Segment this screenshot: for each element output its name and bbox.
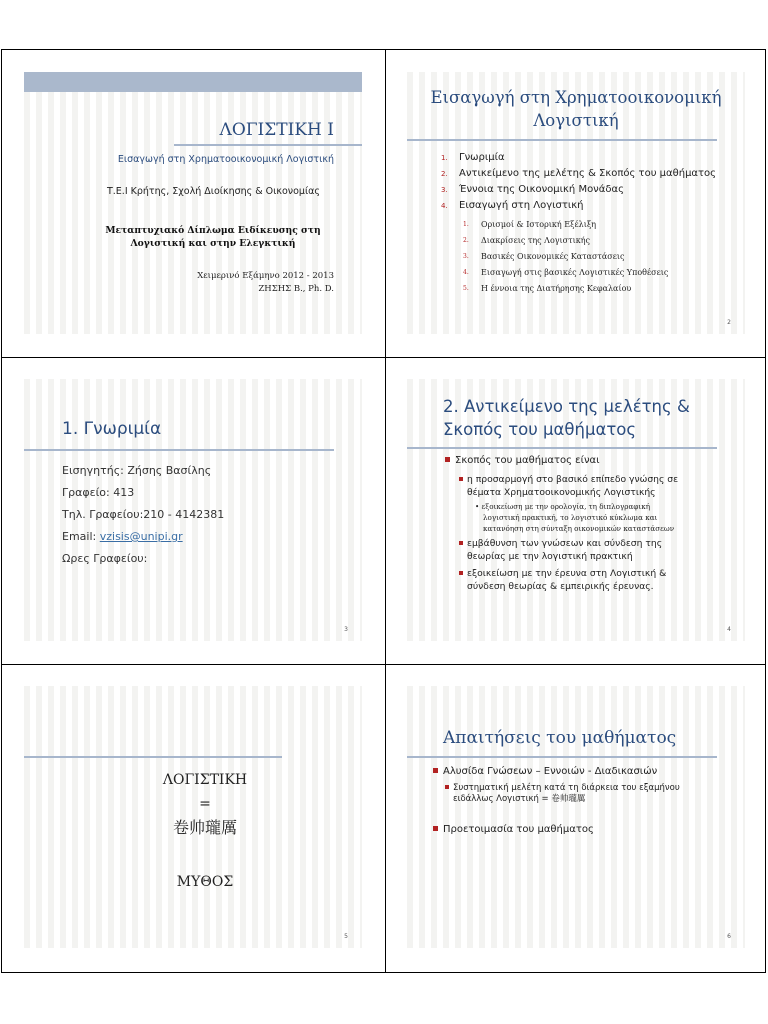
title-rule (24, 449, 334, 451)
slide-title-line-2: Σκοπός του μαθήματος (443, 420, 637, 439)
bullet-square-icon (459, 477, 463, 481)
program-title (24, 224, 362, 250)
bullet-main: Σκοπός του μαθήματος είναι (445, 455, 600, 466)
slide-1[interactable] (24, 72, 362, 334)
bullet-1-sub: Συστηματική μελέτη κατά τη διάρκεια του εξαμήνου ειδάλλως Λογιστική = 卷帅瓏厲 (445, 783, 680, 805)
bullet-sub-1: η προσαρμογή στο βασικό επίπεδο γνώσης σε θέματα Χρηματοοικονομικής Λογιστικής (459, 473, 678, 499)
bullet-square-icon (445, 457, 450, 462)
email-label: Email: (62, 530, 97, 543)
slide-title (443, 395, 690, 441)
bullet-sub-3: εξοικείωση με την έρευνα στη Λογιστική & σύνδεση θεωρίας & εμπειρικής έρευνας. (459, 567, 666, 593)
office: Γραφείο: 413 (62, 486, 135, 499)
bullet-square-icon (459, 571, 463, 575)
bullet-square-icon (445, 785, 449, 789)
program-line-1: Μεταπτυχιακό Δίπλωμα Ειδίκευσης στη (105, 225, 321, 236)
page-number: 4 (727, 626, 731, 633)
slide-cell-5 (2, 664, 384, 971)
slide-5[interactable] (24, 686, 362, 948)
semester: Χειμερινό Εξάμηνο 2012 - 2013 (197, 271, 334, 281)
contact-info (62, 460, 224, 570)
slide-4[interactable] (407, 379, 745, 641)
list-item[interactable]: 1. Γνωριμία (441, 152, 505, 163)
slide-title (407, 86, 745, 132)
title-rule (174, 144, 362, 146)
agenda-list (437, 150, 716, 214)
course-info (197, 270, 334, 296)
list-item[interactable]: 2. Διακρίσεις της Λογιστικής (463, 236, 590, 245)
slide-cell-2 (385, 50, 767, 357)
page-number: 5 (344, 933, 348, 940)
slide-title: Απαιτήσεις του μαθήματος (443, 728, 677, 748)
bullet-1: Αλυσίδα Γνώσεων – Εννοιών - Διαδικασιών (433, 766, 657, 777)
bullet-square-icon (433, 768, 438, 773)
content-line-4: ΜΥΘΟΣ (176, 874, 234, 890)
slide-6[interactable] (407, 686, 745, 948)
slide-cell-1 (2, 50, 384, 357)
list-item[interactable]: 3. Έννοια της Οικονομική Μονάδας (441, 184, 624, 195)
slide-cell-3 (2, 357, 384, 664)
list-item[interactable]: 3. Βασικές Οικονομικές Καταστάσεις (463, 252, 625, 261)
list-item[interactable]: 5. Η έννοια της Διατήρησης Κεφαλαίου (463, 284, 632, 293)
title-rule (407, 447, 717, 449)
bullet-square-icon (459, 541, 463, 545)
author: ΖΗΣΗΣ Β., Ph. D. (258, 284, 334, 294)
bullet-subsub: • εξοικείωση με την ορολογία, τη διπλογραφική λογιστική πρακτική, το λογιστικό κύκλωμα και κατανόηση στη σύνταξη οικονομικών καταστάσεων (475, 502, 675, 533)
title-rule (407, 139, 717, 141)
slide-content (24, 768, 362, 894)
page-number: 6 (727, 933, 731, 940)
slide-title: 1. Γνωριμία (62, 419, 162, 439)
bullet-square-icon (433, 826, 438, 831)
content-line-3: 卷帅瓏厲 (172, 818, 237, 837)
bullet-2: Προετοιμασία του μαθήματος (433, 824, 594, 835)
email-link[interactable]: vzisis@unipi.gr (99, 530, 183, 543)
list-item[interactable]: 1. Ορισμοί & Ιστορική Εξέλιξη (463, 220, 597, 229)
title-rule (24, 756, 282, 758)
slide-cell-4 (385, 357, 767, 664)
page-number: 2 (727, 319, 731, 326)
slide-cell-6 (385, 664, 767, 971)
slide-subtitle: Εισαγωγή στη Χρηματοοικονομική Λογιστική (117, 154, 334, 165)
institution: Τ.Ε.Ι Κρήτης, Σχολή Διοίκησης & Οικονομίας (106, 186, 320, 197)
content-line-2: = (199, 796, 211, 812)
slide-title-line-1: Εισαγωγή στη Χρηματοοικονομική (430, 88, 722, 107)
agenda-sublist (459, 217, 668, 297)
slide-title: ΛΟΓΙΣΤΙΚΗ Ι (219, 120, 334, 140)
program-line-2: Λογιστική και στην Ελεγκτική (130, 238, 296, 249)
email-row (62, 526, 224, 548)
slide-title-line-1: 2. Αντικείμενο της μελέτης & (443, 397, 690, 416)
office-hours: Ωρες Γραφείου: (62, 552, 148, 565)
phone: Τηλ. Γραφείου:210 - 4142381 (62, 508, 225, 521)
page-number: 3 (344, 626, 348, 633)
content-line-1: ΛΟΓΙΣΤΙΚΗ (162, 772, 248, 788)
list-item[interactable]: 2. Αντικείμενο της μελέτης & Σκοπός του μαθήματος (441, 168, 717, 179)
lecturer: Εισηγητής: Ζήσης Βασίλης (62, 464, 212, 477)
title-rule (407, 756, 717, 758)
slide-2[interactable] (407, 72, 745, 334)
bullet-sub-2: εμβάθυνση των γνώσεων και σύνδεση της θεωρίας με την λογιστική πρακτική (459, 537, 662, 563)
list-item[interactable]: 4. Εισαγωγή στις βασικές Λογιστικές Υποθέσεις (463, 268, 669, 277)
slide-3[interactable] (24, 379, 362, 641)
handout-grid (1, 49, 766, 973)
list-item[interactable]: 4. Εισαγωγή στη Λογιστική (441, 200, 584, 211)
slide-title-line-2: Λογιστική (533, 111, 619, 130)
title-band (24, 72, 362, 92)
